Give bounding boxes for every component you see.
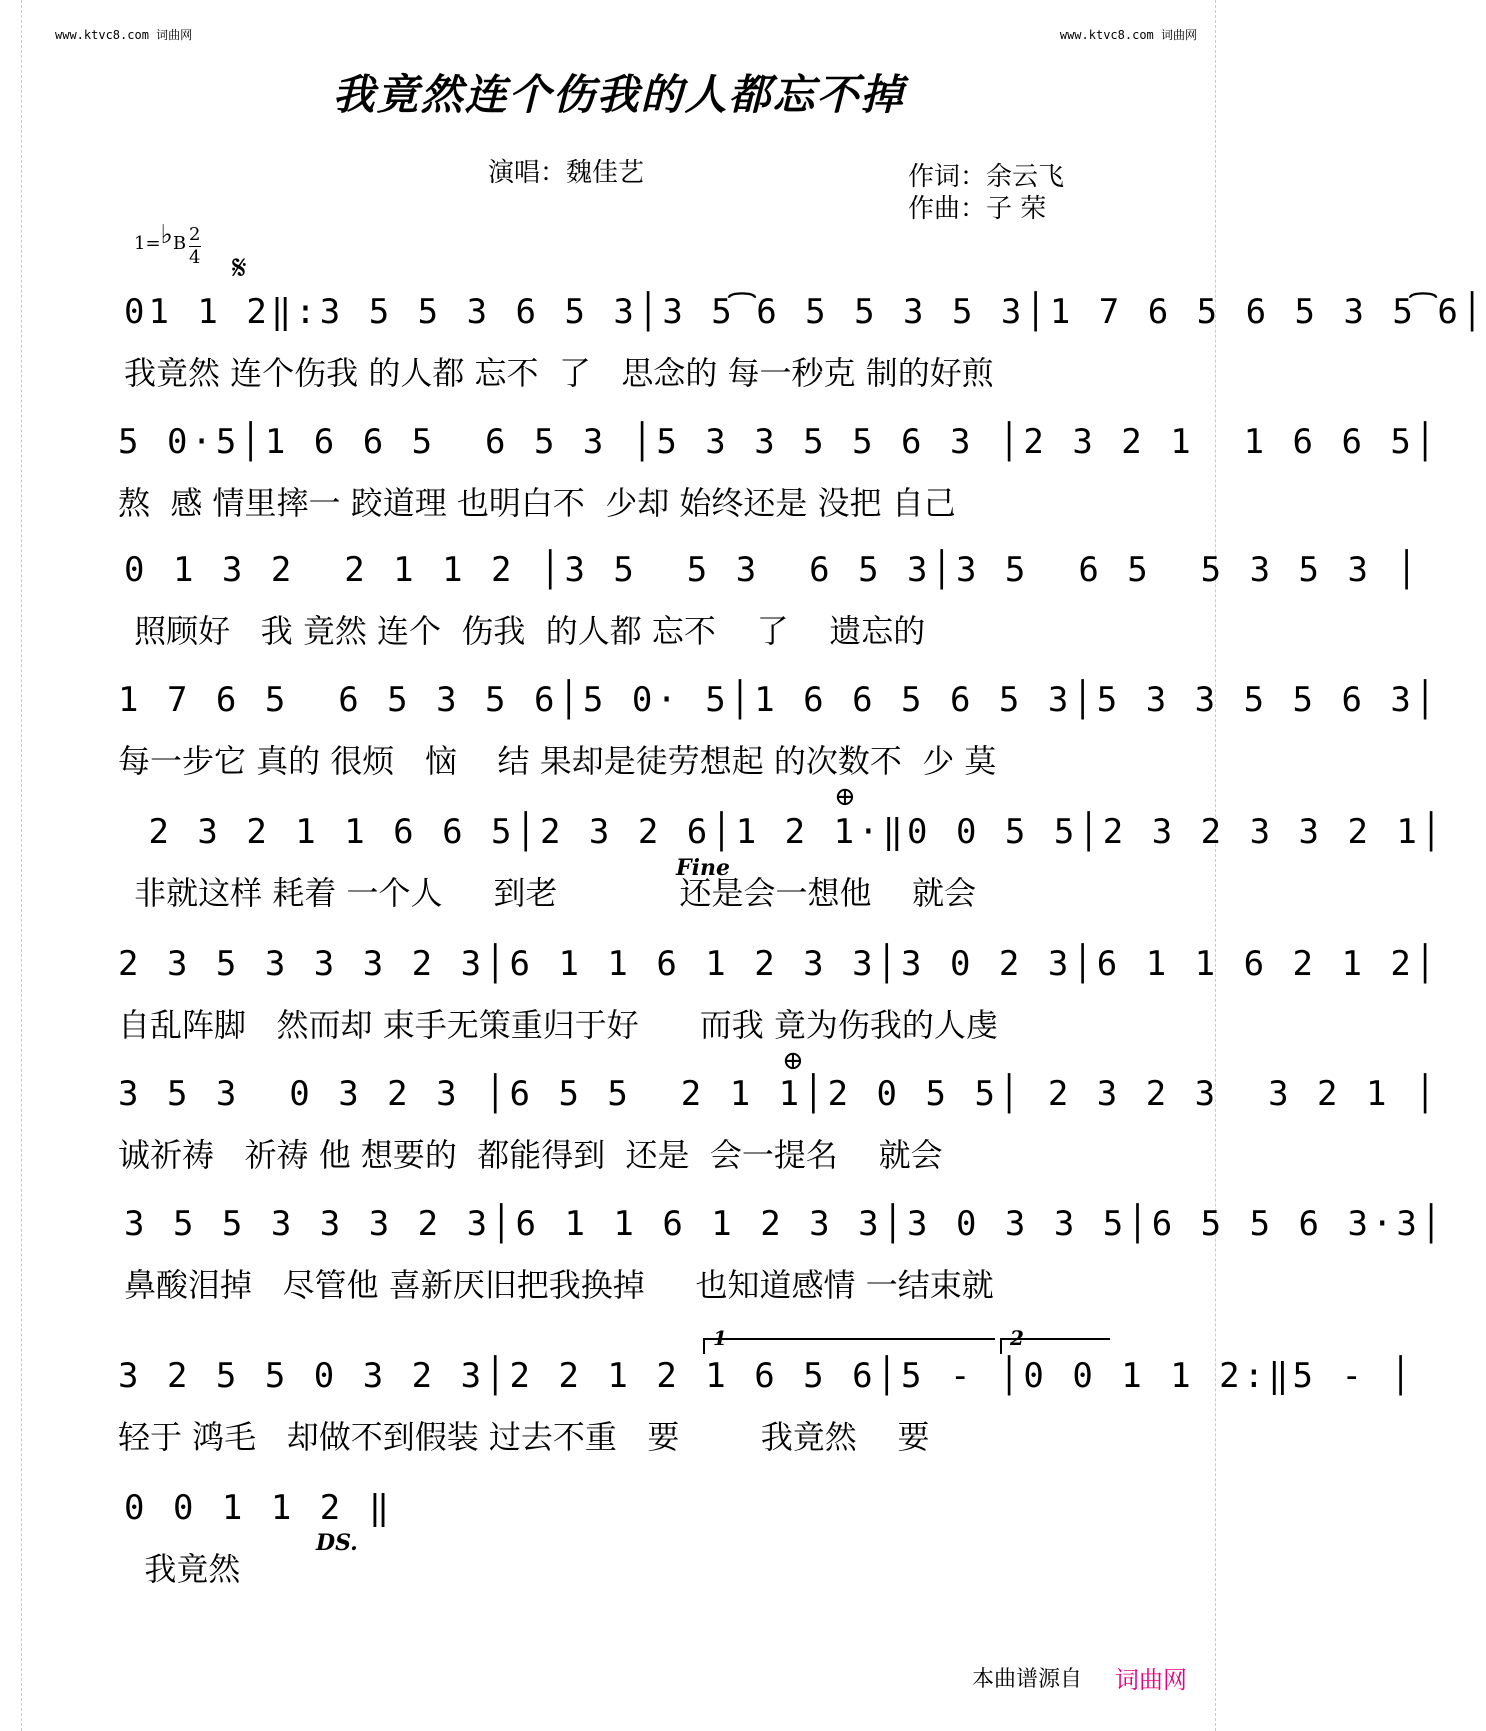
score-row [118,944,1440,1069]
singer-credit: 演唱：魏佳艺 [488,158,645,188]
lyric-line: 熬 感 情里摔一 跤道理 也明白不 少却 始终还是 没把 自己 [118,484,956,522]
notation-line: 0 0 1 1 2 ‖ [124,1488,394,1528]
notation-line: 3 5 5 3 3 3 2 3│6 1 1 6 1 2 3 3│3 0 3 3 5│6 5 5 6 3·3│ [124,1204,1446,1244]
score-row [124,1204,1446,1329]
fine-mark: Fine [676,855,730,881]
site-url-left[interactable]: www.ktvc8.com 词曲网 [55,28,193,42]
notation-line: 3 2 5 5 0 3 2 3│2 2 1 2 1 6 5 6│5 - │0 0 1 1 2:‖5 - │ [118,1356,1415,1396]
source-label: 本曲谱源自 [971,1667,1082,1692]
time-signature [189,224,200,269]
left-watermark-strip [0,0,22,1731]
coda-icon: ⊕ [782,1046,804,1076]
score-row [124,550,1421,675]
coda-icon: ⊕ [834,782,856,812]
notation-line: 2 3 2 1 1 6 6 5│2 3 2 6│1 2 1·‖0 0 5 5│2 3 2 3 3 2 1│ [124,812,1446,852]
notation-line: 3 5 3 0 3 2 3 │6 5 5 2 1 1│2 0 5 5│ 2 3 2 3 3 2 1 │ [118,1074,1440,1114]
lyric-line: 轻于 鸿毛 却做不到假装 过去不重 要 我竟然 要 [118,1418,930,1456]
key-note: B [172,233,187,254]
segno-icon: 𝄋 [232,248,247,288]
score-row [118,1356,1415,1481]
volta-bracket-1 [703,1326,995,1354]
volta-bracket-2 [1000,1326,1110,1354]
lyric-line: 照顾好 我 竟然 连个 伤我 的人都 忘不 了 遗忘的 [124,612,926,650]
lyric-line: 自乱阵脚 然而却 束手无策重归于好 而我 竟为伤我的人虔 [118,1006,998,1044]
score-row [124,292,1486,417]
lyric-line: 鼻酸泪掉 尽管他 喜新厌旧把我换掉 也知道感情 一结束就 [124,1266,994,1304]
time-bottom: 4 [189,247,201,268]
composer-credit: 作曲：子 荣 [908,194,1047,224]
score-row [118,680,1440,805]
score-row [124,812,1446,937]
lyric-line: 我竟然 [124,1550,241,1588]
notation-line: 2 3 5 3 3 3 2 3│6 1 1 6 1 2 3 3│3 0 2 3│6 1 1 6 2 1 2│ [118,944,1440,984]
notation-line: 0 1 3 2 2 1 1 2 │3 5 5 3 6 5 3│3 5 6 5 5 3 5 3 │ [124,550,1421,590]
lyric-line: 每一步它 真的 很烦 恼 结 果却是徒劳想起 的次数不 少 莫 [118,742,997,780]
lyricist-credit: 作词：余云飞 [908,162,1065,192]
notation-line: 5 0·5│1 6 6 5 6 5 3 │5 3 3 5 5 6 3 │2 3 2 1 1 6 6 5│ [118,422,1440,462]
score-row [118,422,1440,547]
ds-mark: DS. [316,1530,358,1556]
lyric-line: 我竟然 连个伤我 的人都 忘不 了 思念的 每一秒克 制的好煎 [124,354,994,392]
flat-icon: ♭ [160,220,173,250]
key-prefix: 1= [134,233,161,254]
site-url-right[interactable]: www.ktvc8.com 词曲网 [1059,28,1197,42]
volta-label-2: 2 [1010,1326,1024,1350]
song-title: 我竟然连个伤我的人都忘不掉 [332,70,905,119]
brand-link[interactable]: 词曲网 [1115,1666,1187,1694]
lyric-line: 诚祈祷 祈祷 他 想要的 都能得到 还是 会一提名 就会 [118,1136,943,1174]
notation-line: 01 1 2‖:3 5 5 3 6 5 3│3 5͡6 5 5 3 5 3│1 7 6 5 6 5 3 5͡6│ [124,292,1486,332]
notation-line: 1 7 6 5 6 5 3 5 6│5 0· 5│1 6 6 5 6 5 3│5 3 3 5 5 6 3│ [118,680,1440,720]
lyric-line: 非就这样 耗着 一个人 到老 还是会一想他 就会 [124,874,977,912]
volta-label-1: 1 [713,1326,727,1350]
score-row [118,1074,1440,1199]
time-top: 2 [189,224,201,245]
key-signature [134,220,201,269]
score-row [124,1488,1361,1613]
